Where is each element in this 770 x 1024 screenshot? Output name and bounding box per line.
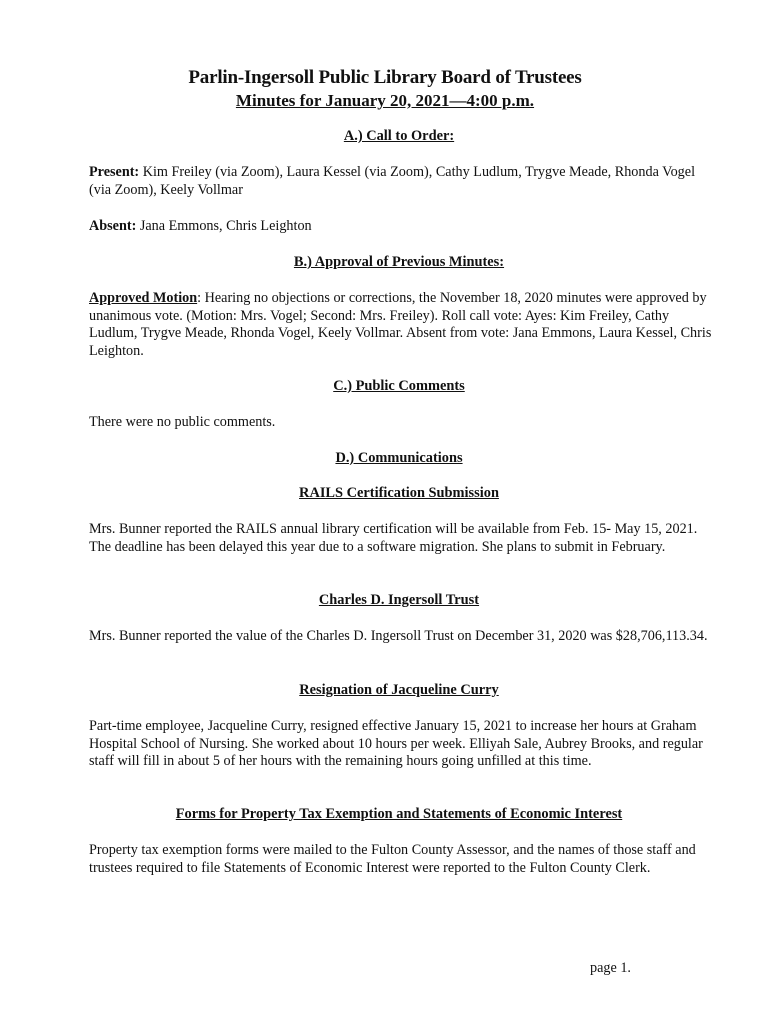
public-comments-paragraph: There were no public comments.	[89, 414, 276, 430]
subheading-ingersoll-trust: Charles D. Ingersoll Trust	[318, 592, 480, 608]
property-tax-forms-paragraph: Property tax exemption forms were mailed to the Fulton County Assessor, and the names of those staff and trustees required to file Statements of Economic Interest were reported to the Fulton County Clerk.	[89, 842, 696, 876]
ingersoll-trust-paragraph: Mrs. Bunner reported the value of the Charles D. Ingersoll Trust on December 31, 2020 was $28,706,113.34.	[89, 628, 708, 644]
section-heading-call-to-order: A.) Call to Order:	[343, 128, 455, 144]
absent-text: Jana Emmons, Chris Leighton	[136, 218, 312, 234]
subheading-resignation: Resignation of Jacqueline Curry	[299, 682, 499, 698]
section-heading-communications: D.) Communications	[335, 450, 463, 466]
absent-label: Absent:	[89, 218, 137, 234]
approved-motion-text: : Hearing no objections or corrections, the November 18, 2020 minutes were approved by unanimous vote. (Motion: Mrs. Vogel; Second: Mrs. Freiley). Roll call vote: Ayes: Kim Freiley, Cathy Ludlum, Trygve Meade, Rhonda Vogel, Keely Vollmar. Absent from vote: Jana Emmons, Laura Kessel, Chris Leighton.	[89, 290, 712, 359]
subheading-rails-certification: RAILS Certification Submission	[299, 485, 499, 501]
approved-motion-label: Approved Motion	[89, 290, 198, 306]
rails-certification-paragraph: Mrs. Bunner reported the RAILS annual library certification will be available from Feb. 15- May 15, 2021. The deadline has been delayed this year due to a software migration. She plans to submit in February.	[89, 521, 698, 555]
subheading-property-tax-forms: Forms for Property Tax Exemption and Statements of Economic Interest	[175, 806, 623, 822]
present-text: Kim Freiley (via Zoom), Laura Kessel (via Zoom), Cathy Ludlum, Trygve Meade, Rhonda Vogel (via Zoom), Keely Vollmar	[89, 164, 696, 198]
approval-paragraph	[89, 290, 714, 360]
section-heading-approval: B.) Approval of Previous Minutes:	[293, 254, 505, 270]
document-subtitle: Minutes for January 20, 2021—4:00 p.m.	[235, 91, 535, 110]
section-heading-public-comments: C.) Public Comments	[333, 378, 465, 394]
resignation-paragraph: Part-time employee, Jacqueline Curry, resigned effective January 15, 2021 to increase her hours at Graham Hospital School of Nursing. She worked about 10 hours per week. Elliyah Sale, Aubrey Brooks, and regular staff will fill in about 5 of her hours with the remaining hours going unfilled at this time.	[89, 718, 703, 770]
absent-paragraph	[89, 218, 714, 236]
document-title: Parlin-Ingersoll Public Library Board of Trustees	[188, 67, 582, 88]
present-paragraph	[89, 164, 714, 199]
present-label: Present:	[89, 164, 140, 180]
page-number: page 1.	[590, 960, 631, 976]
